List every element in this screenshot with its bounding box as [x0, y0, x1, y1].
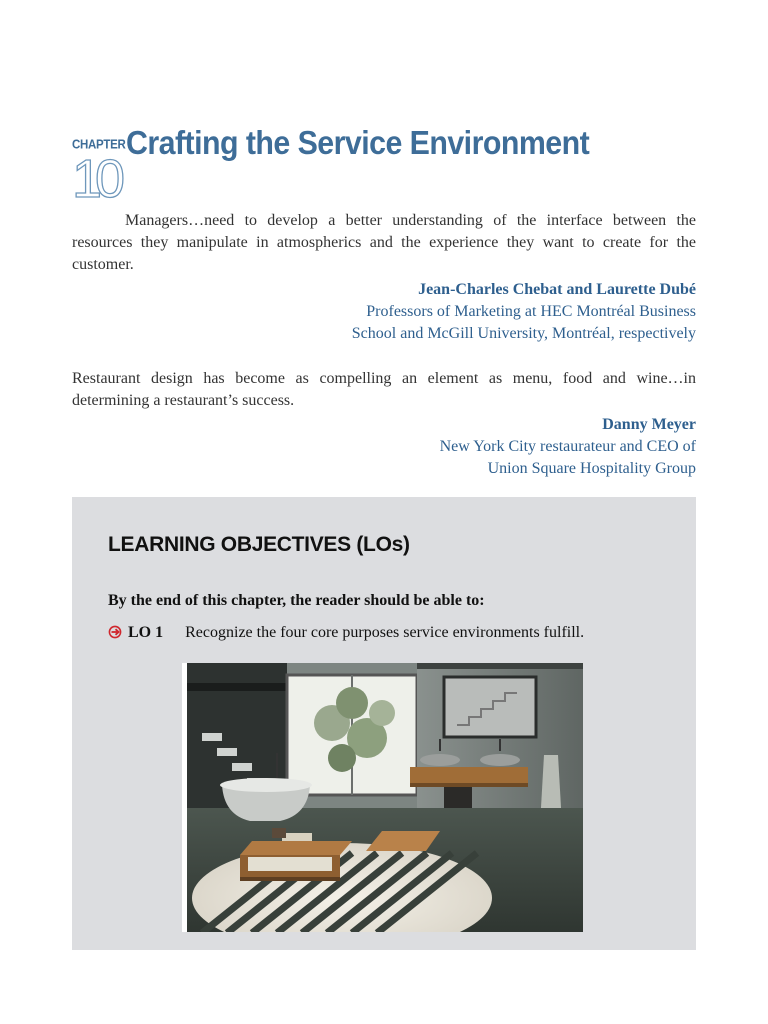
epigraph-quote-1: Managers…need to develop a better understanding of the interface between the resources they manipulate in atmospherics and the experience they want to create for the customer. [72, 212, 696, 273]
learning-objective-item [108, 624, 584, 642]
epigraph-quote-2: Restaurant design has become as compelling an element as menu, food and wine…in determining a restaurant’s success. [72, 370, 696, 409]
learning-objectives-heading: LEARNING OBJECTIVES (LOs) [108, 533, 410, 556]
chapter-label: CHAPTER [72, 138, 126, 152]
learning-objective-label: LO 1 [128, 624, 164, 641]
epigraph-attribution-1 [352, 279, 696, 345]
photo-illustration [182, 663, 583, 932]
chapter-title: Crafting the Service Environment [126, 124, 590, 161]
learning-objective-text: Recognize the four core purposes service environments fulfill. [185, 624, 585, 641]
arrow-circle-icon [108, 625, 122, 639]
epigraph-attribution-2 [440, 414, 696, 480]
quote-author-role: School and McGill University, Montréal, respectively [351, 325, 696, 342]
quote-author-role: Union Square Hospitality Group [487, 460, 696, 477]
chapter-mark [72, 138, 126, 209]
quote-author-role: Professors of Marketing at HEC Montréal Business [366, 303, 696, 320]
quote-author: Jean-Charles Chebat and Laurette Dubé [418, 281, 696, 298]
bathroom-interior-photo [182, 663, 583, 932]
learning-objectives-intro: By the end of this chapter, the reader should be able to: [108, 592, 485, 609]
quote-author-role: New York City restaurateur and CEO of [439, 438, 696, 455]
quote-author: Danny Meyer [602, 416, 696, 433]
learning-objectives-box [72, 497, 696, 950]
chapter-number: 10 [72, 149, 119, 209]
